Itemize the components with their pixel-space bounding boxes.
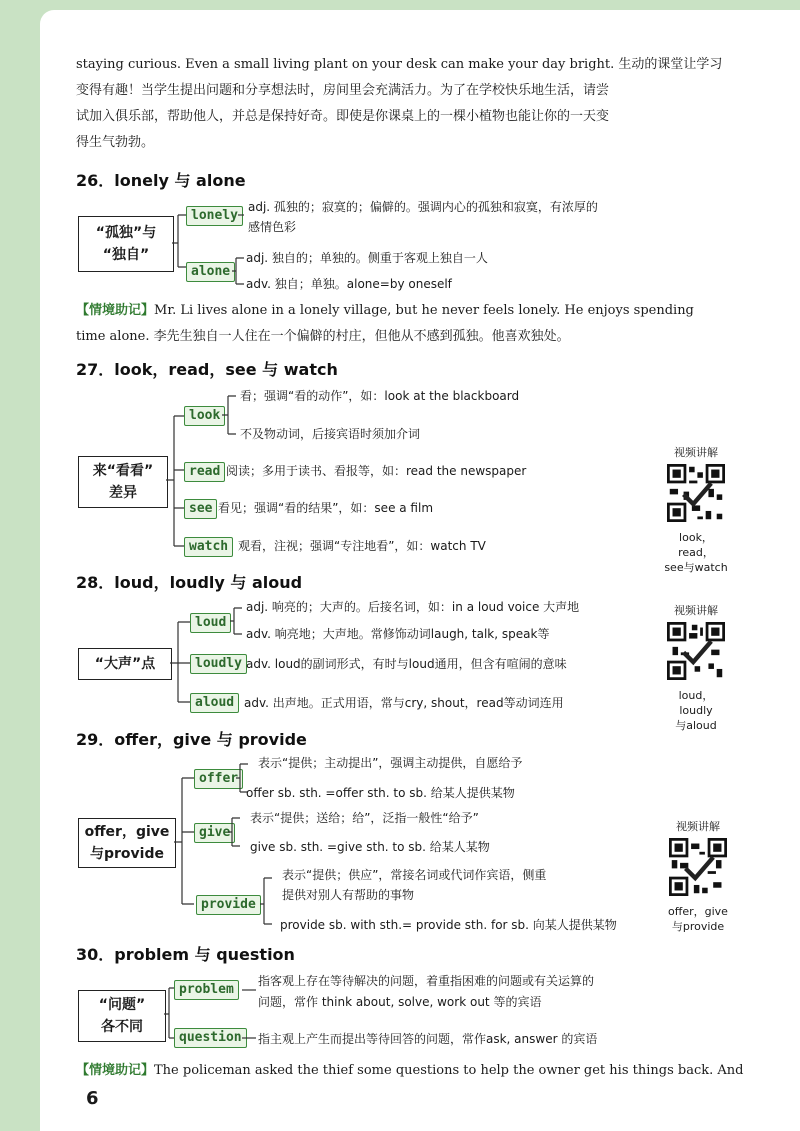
line-question <box>242 1028 258 1058</box>
intro-paragraph <box>76 52 736 156</box>
qr-subcaption: loud，loudly <box>678 689 714 717</box>
section-title-29: 29．offer，give 与 provide <box>76 730 307 749</box>
def-offer-1: 表示“提供；主动提出”，强调主动提供，自愿给予 <box>258 756 523 770</box>
tag-see: see <box>184 499 217 519</box>
tag-offer: offer <box>194 769 243 789</box>
intro-line: staying curious. Even a small living plant on your desk can make your day bright. 生动的课堂让学习 <box>76 57 723 72</box>
tag-question: question <box>174 1028 247 1048</box>
section-title-30: 30．problem 与 question <box>76 945 295 964</box>
memo-line: Mr. Li lives alone in a lonely village, but he never feels lonely. He enjoys spending <box>154 303 694 318</box>
concept-box-27 <box>78 456 168 508</box>
qr-subcaption: 与provide <box>671 920 725 933</box>
def-problem-1: 指客观上存在等待解决的问题，着重指困难的问题或有关运算的 <box>258 974 595 988</box>
intro-line: 变得有趣！当学生提出问题和分享想法时，房间里会充满活力。为了在学校快乐地生活，请尝 <box>76 83 610 98</box>
def-alone-adv: adv. 独自；单独。alone=by oneself <box>246 277 452 291</box>
tag-lonely: lonely <box>186 206 243 226</box>
intro-line: 得生气勃勃。 <box>76 135 155 150</box>
tag-aloud: aloud <box>190 693 239 713</box>
video-qr-28[interactable] <box>664 604 728 733</box>
concept-box-30 <box>78 990 166 1042</box>
def-read: 阅读；多用于读书、看报等，如：read the newspaper <box>226 464 527 478</box>
section-title-28: 28．loud，loudly 与 aloud <box>76 573 303 592</box>
concept-box-28 <box>78 648 172 680</box>
def-loudly: adv. loud的副词形式，有时与loud通用，但含有喧闹的意味 <box>246 657 567 671</box>
box-line: “问题” <box>98 997 146 1013</box>
def-give-1: 表示“提供；送给；给”，泛指一般性“给予” <box>250 811 479 825</box>
memo-line: time alone. 李先生独自一人住在一个偏僻的村庄，但他从不感到孤独。他喜欢独处。 <box>76 329 570 344</box>
box-line: 各不同 <box>101 1019 143 1035</box>
box-line: 差异 <box>109 485 137 501</box>
qr-code-icon[interactable] <box>667 622 725 680</box>
qr-code-icon[interactable] <box>667 464 725 522</box>
qr-caption: 视频讲解 <box>674 604 718 617</box>
def-provide-2: 提供对别人有帮助的事物 <box>282 888 415 902</box>
def-look-1: 看；强调“看的动作”，如：look at the blackboard <box>240 389 520 403</box>
def-aloud: adv. 出声地。正式用语，常与cry, shout，read等动词连用 <box>244 696 564 710</box>
def-watch: 观看，注视；强调“专注地看”，如：watch TV <box>238 539 486 553</box>
page-number: 6 <box>86 1088 99 1109</box>
tag-alone: alone <box>186 262 235 282</box>
box-line: offer，give <box>84 824 170 840</box>
section-title-27: 27．look，read，see 与 watch <box>76 360 338 379</box>
def-problem-2: 问题，常作 think about, solve, work out 等的宾语 <box>258 995 542 1009</box>
qr-subcaption: look，read， <box>678 531 714 559</box>
line-problem <box>242 980 258 1010</box>
def-lonely-1: adj. 孤独的；寂寞的；偏僻的。强调内心的孤独和寂寞，有浓厚的 <box>248 200 598 214</box>
def-question: 指主观上产生而提出等待回答的问题，常作ask, answer 的宾语 <box>258 1032 598 1046</box>
qr-subcaption: 与aloud <box>675 719 717 732</box>
def-provide-1: 表示“提供；供应”，常接名词或代词作宾语，侧重 <box>282 868 547 882</box>
tag-loud: loud <box>190 613 231 633</box>
concept-box-26 <box>78 216 174 272</box>
qr-subcaption: offer，give <box>668 905 728 918</box>
def-loud-adj: adj. 响亮的；大声的。后接名词，如：in a loud voice 大声地 <box>246 600 580 614</box>
intro-line: 试加入俱乐部，帮助他人，并总是保持好奇。即使是你课桌上的一棵小植物也能让你的一天变 <box>76 109 610 124</box>
memo-label: 【情境助记】 <box>76 1063 155 1078</box>
concept-box-29 <box>78 818 176 868</box>
def-offer-2: offer sb. sth. =offer sth. to sb. 给某人提供某物 <box>246 786 515 800</box>
box-line: “独自” <box>102 247 150 263</box>
tag-loudly: loudly <box>190 654 247 674</box>
qr-caption: 视频讲解 <box>676 820 720 833</box>
tag-look: look <box>184 406 225 426</box>
box-line: 与provide <box>90 846 164 862</box>
section-title-26: 26．lonely 与 alone <box>76 171 246 190</box>
tag-provide: provide <box>196 895 261 915</box>
video-qr-27[interactable] <box>664 446 728 575</box>
def-lonely-2: 感情色彩 <box>248 220 297 234</box>
box-line: 来“看看” <box>92 463 154 479</box>
def-give-2: give sb. sth. =give sth. to sb. 给某人某物 <box>250 840 490 854</box>
box-line: “大声”点 <box>94 656 156 672</box>
memo-label: 【情境助记】 <box>76 303 155 318</box>
tag-watch: watch <box>184 537 233 557</box>
def-provide-3: provide sb. with sth.= provide sth. for sb. 向某人提供某物 <box>280 918 617 932</box>
qr-code-icon[interactable] <box>669 838 727 896</box>
tag-read: read <box>184 462 225 482</box>
qr-subcaption: see与watch <box>664 561 728 574</box>
bracket-provide <box>260 866 280 936</box>
memo-line: The policeman asked the thief some questions to help the owner get his things back. And <box>154 1063 744 1078</box>
tag-give: give <box>194 823 235 843</box>
def-alone-adj: adj. 独自的；单独的。侧重于客观上独自一人 <box>246 251 488 265</box>
box-line: “孤独”与 <box>95 225 157 241</box>
def-loud-adv: adv. 响亮地；大声地。常修饰动词laugh, talk, speak等 <box>246 627 550 641</box>
def-see: 看见；强调“看的结果”，如：see a film <box>218 501 434 515</box>
memo-30 <box>76 1058 744 1084</box>
qr-caption: 视频讲解 <box>674 446 718 459</box>
bracket-look <box>222 390 242 440</box>
memo-26 <box>76 298 736 350</box>
def-look-2: 不及物动词，后接宾语时须加介词 <box>240 427 421 441</box>
tag-problem: problem <box>174 980 239 1000</box>
bracket-give <box>228 810 248 856</box>
video-qr-29[interactable] <box>666 820 730 934</box>
